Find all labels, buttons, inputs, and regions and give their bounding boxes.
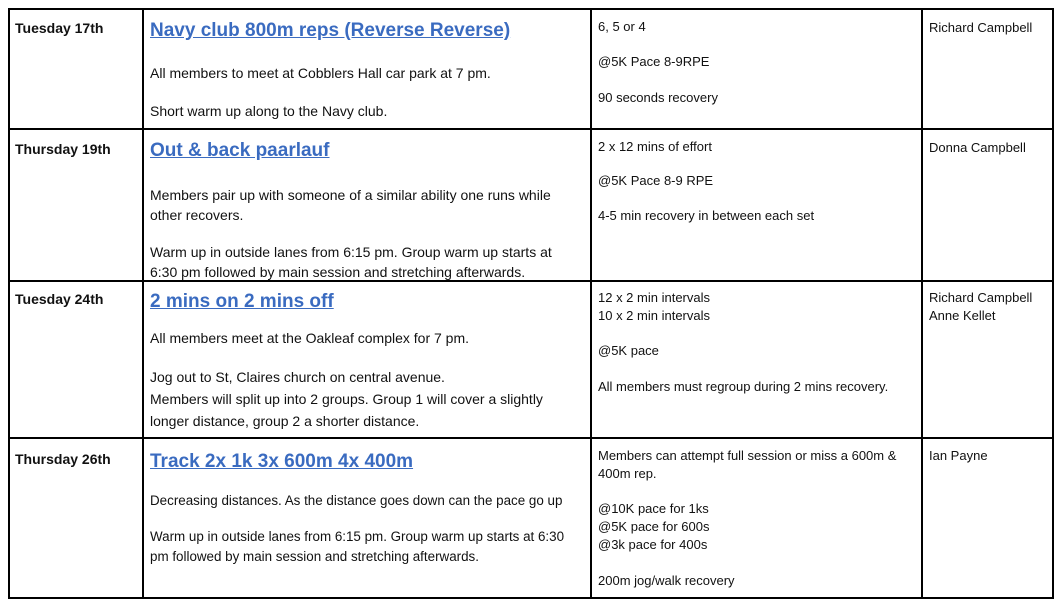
table-row xyxy=(8,8,1054,129)
leader-cell xyxy=(922,438,1054,599)
table-border xyxy=(1052,8,1054,599)
day-label: Tuesday 24th xyxy=(15,291,104,307)
table-row xyxy=(8,438,1054,599)
session-details-cell xyxy=(591,8,922,129)
leader-name: Ian Payne xyxy=(929,448,988,463)
description-text: Warm up in outside lanes from 6:15 pm. Group warm up starts at 6:30 pm followed by main session and stretching afterwards. xyxy=(150,529,565,564)
session-description-cell xyxy=(143,281,591,438)
table-border xyxy=(921,8,923,599)
leader-name: Richard Campbell xyxy=(929,290,1033,305)
table-border xyxy=(8,437,1054,439)
description-text: Members will split up into 2 groups. Group 1 will cover a slightly longer distance, group 2 a shorter distance. xyxy=(150,391,543,429)
detail-text: @10K pace for 1ks xyxy=(598,501,709,516)
session-title-link[interactable]: Out & back paarlauf xyxy=(150,140,330,161)
leader-cell xyxy=(922,129,1054,281)
leader-name: Anne Kellet xyxy=(929,308,996,323)
description-text: Members pair up with someone of a similar ability one runs while other recovers. xyxy=(150,187,551,223)
leader-name: Richard Campbell xyxy=(929,20,1033,35)
detail-text: @3k pace for 400s xyxy=(598,537,708,552)
detail-text: All members must regroup during 2 mins recovery. xyxy=(598,379,889,394)
detail-text: @5K Pace 8-9 RPE xyxy=(598,173,714,188)
leader-cell xyxy=(922,8,1054,129)
table-border xyxy=(8,8,1054,10)
table-border xyxy=(8,128,1054,130)
session-details-cell xyxy=(591,281,922,438)
table-border xyxy=(142,8,144,599)
leader-name: Donna Campbell xyxy=(929,140,1026,155)
day-label: Thursday 19th xyxy=(15,141,111,157)
day-cell xyxy=(8,129,143,281)
day-cell xyxy=(8,438,143,599)
table-border xyxy=(8,597,1054,599)
schedule-table xyxy=(8,8,1054,599)
detail-text: @5K Pace 8-9RPE xyxy=(598,54,710,69)
detail-text: 12 x 2 min intervals xyxy=(598,290,710,305)
detail-text: @5K pace xyxy=(598,343,659,358)
detail-text: 4-5 min recovery in between each set xyxy=(598,208,815,223)
session-description-cell xyxy=(143,129,591,281)
session-title-link[interactable]: Track 2x 1k 3x 600m 4x 400m xyxy=(150,451,414,472)
description-text: Decreasing distances. As the distance goes down can the pace go up xyxy=(150,493,563,508)
detail-text: 10 x 2 min intervals xyxy=(598,308,710,323)
table-border xyxy=(8,8,10,599)
detail-text: 6, 5 or 4 xyxy=(598,19,646,34)
description-text: Short warm up along to the Navy club. xyxy=(150,103,388,119)
session-title-link[interactable]: Navy club 800m reps (Reverse Reverse) xyxy=(150,20,511,41)
detail-text: 2 x 12 mins of effort xyxy=(598,139,712,154)
detail-text: Members can attempt full session or miss a 600m & 400m rep. xyxy=(598,448,897,481)
table-border xyxy=(8,280,1054,282)
session-title-link[interactable]: 2 mins on 2 mins off xyxy=(150,291,334,312)
day-label: Thursday 26th xyxy=(15,451,111,467)
table-row xyxy=(8,129,1054,281)
detail-text: 200m jog/walk recovery xyxy=(598,573,735,588)
day-cell xyxy=(8,281,143,438)
detail-text: 90 seconds recovery xyxy=(598,90,718,105)
detail-text: @5K pace for 600s xyxy=(598,519,710,534)
description-text: Jog out to St, Claires church on central avenue. xyxy=(150,369,445,385)
session-details-cell xyxy=(591,129,922,281)
session-description-cell xyxy=(143,438,591,599)
table-border xyxy=(590,8,592,599)
day-cell xyxy=(8,8,143,129)
leader-cell xyxy=(922,281,1054,438)
description-text: All members meet at the Oakleaf complex for 7 pm. xyxy=(150,330,470,346)
description-text: Warm up in outside lanes from 6:15 pm. Group warm up starts at 6:30 pm followed by main session and stretching afterwards. xyxy=(150,244,552,280)
day-label: Tuesday 17th xyxy=(15,20,104,36)
description-text: All members to meet at Cobblers Hall car park at 7 pm. xyxy=(150,65,491,81)
session-details-cell xyxy=(591,438,922,599)
session-description-cell xyxy=(143,8,591,129)
table-row xyxy=(8,281,1054,438)
